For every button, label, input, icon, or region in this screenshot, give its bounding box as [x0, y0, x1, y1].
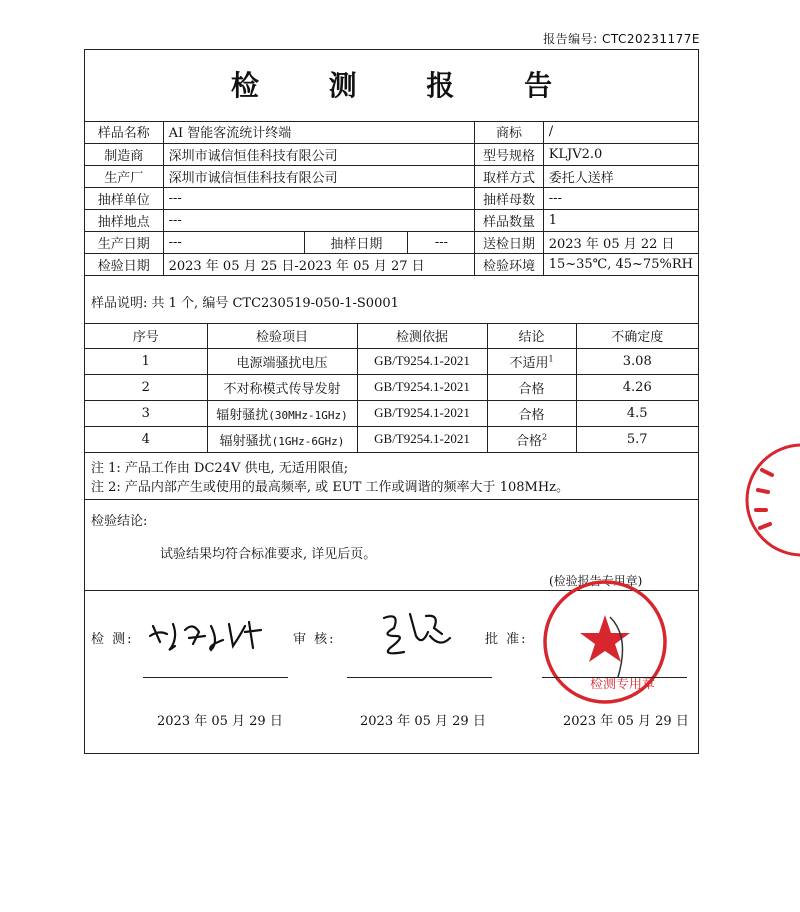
conclusion-label: 检验结论:: [91, 514, 148, 529]
test-item-range: (1GHz-6GHz): [271, 434, 345, 448]
info-label: 送检日期: [475, 231, 543, 253]
info-label: 生产日期: [85, 231, 163, 253]
info-value: ---: [163, 187, 475, 209]
test-item: [207, 400, 357, 426]
reviewer-date: 2023 年 05 月 29 日: [360, 714, 486, 729]
column-header: 结论: [487, 324, 576, 348]
row-number: 4: [85, 426, 207, 452]
result-text: 合格: [515, 433, 542, 449]
result-footnote-mark: 2: [541, 432, 548, 442]
test-item-name: 辐射骚扰: [219, 433, 272, 449]
info-value: 2023 年 05 月 22 日: [543, 231, 698, 253]
approver-underline: [542, 677, 687, 678]
table-header-row: [85, 324, 698, 348]
note-line: 注 2: 产品内部产生或使用的最高频率, 或 EUT 工作或调谐的频率大于 108MHz。: [91, 480, 570, 495]
tester-signature: [145, 612, 275, 657]
row-number: 1: [85, 348, 207, 374]
info-value: 15~35℃, 45~75%RH: [543, 253, 698, 275]
row-number: 3: [85, 400, 207, 426]
tester-label: 检 测:: [91, 632, 134, 647]
test-result: [487, 348, 576, 374]
table-row: [85, 348, 698, 374]
test-result: [487, 374, 576, 400]
column-header: 检测依据: [357, 324, 487, 348]
table-row: [85, 426, 698, 452]
info-value: ---: [408, 231, 475, 253]
table-row: [85, 400, 698, 426]
info-value: 深圳市诚信恒佳科技有限公司: [163, 143, 475, 165]
test-item: [207, 426, 357, 452]
info-label: 型号规格: [475, 143, 543, 165]
info-label: 样品名称: [85, 121, 163, 143]
info-value: 深圳市诚信恒佳科技有限公司: [163, 165, 475, 187]
info-label: 检验环境: [475, 253, 543, 275]
info-label: 样品数量: [475, 209, 543, 231]
info-label: 抽样母数: [475, 187, 543, 209]
uncertainty: 3.08: [576, 348, 698, 374]
info-label: 取样方式: [475, 165, 543, 187]
info-row: [85, 165, 698, 187]
result-text: 合格: [518, 381, 545, 397]
info-value: 2023 年 05 月 25 日-2023 年 05 月 27 日: [163, 253, 475, 275]
info-value: KLJV2.0: [543, 143, 698, 165]
info-label: 检验日期: [85, 253, 163, 275]
approver-date: 2023 年 05 月 29 日: [563, 714, 689, 729]
info-row: [85, 253, 698, 275]
info-row: [85, 187, 698, 209]
test-item-range: (30MHz-1GHz): [268, 408, 348, 422]
info-label: 抽样日期: [305, 231, 408, 253]
report-number: 报告编号: CTC20231177E: [543, 32, 700, 46]
info-value: 1: [543, 209, 698, 231]
edge-seal: [732, 440, 800, 560]
info-value: ---: [163, 231, 305, 253]
test-result: [487, 426, 576, 452]
approver-label: 批 准:: [485, 632, 528, 647]
info-row: [85, 121, 698, 143]
info-label: 抽样单位: [85, 187, 163, 209]
note-line: 注 1: 产品工作由 DC24V 供电, 无适用限值;: [91, 461, 349, 476]
test-item-name: 辐射骚扰: [216, 407, 269, 423]
test-basis: GB/T9254.1-2021: [357, 400, 487, 426]
result-text: 不适用: [509, 355, 549, 371]
info-label: 抽样地点: [85, 209, 163, 231]
test-basis: GB/T9254.1-2021: [357, 374, 487, 400]
info-table: [85, 121, 698, 276]
result-footnote-mark: 1: [548, 354, 554, 364]
sample-description: 样品说明: 共 1 个, 编号 CTC230519-050-1-S0001: [85, 284, 698, 324]
info-value: AI 智能客流统计终端: [163, 121, 475, 143]
test-result: [487, 400, 576, 426]
reviewer-signature: [370, 606, 460, 661]
uncertainty: 4.5: [576, 400, 698, 426]
column-header: 序号: [85, 324, 207, 348]
test-item: 不对称模式传导发射: [207, 374, 357, 400]
info-row: [85, 231, 698, 253]
test-basis: GB/T9254.1-2021: [357, 348, 487, 374]
seal-caption: (检验报告专用章): [549, 574, 643, 588]
info-row: [85, 143, 698, 165]
info-label: 生产厂: [85, 165, 163, 187]
conclusion-text: 试验结果均符合标准要求, 详见后页。: [160, 547, 377, 562]
info-value: 委托人送样: [543, 165, 698, 187]
info-value: ---: [163, 209, 475, 231]
uncertainty: 5.7: [576, 426, 698, 452]
column-header: 不确定度: [576, 324, 698, 348]
test-item: 电源端骚扰电压: [207, 348, 357, 374]
reviewer-label: 审 核:: [293, 632, 336, 647]
table-row: [85, 374, 698, 400]
column-header: 检验项目: [207, 324, 357, 348]
test-basis: GB/T9254.1-2021: [357, 426, 487, 452]
tester-underline: [143, 677, 288, 678]
report-frame: [84, 49, 699, 754]
uncertainty: 4.26: [576, 374, 698, 400]
tester-date: 2023 年 05 月 29 日: [157, 714, 283, 729]
info-label: 制造商: [85, 143, 163, 165]
result-text: 合格: [518, 407, 545, 423]
seal-bottom-text: 检测专用章: [590, 677, 656, 692]
info-value: ---: [543, 187, 698, 209]
test-items-table: [85, 324, 698, 453]
info-row: [85, 209, 698, 231]
report-title: 检 测 报 告: [85, 50, 698, 122]
row-number: 2: [85, 374, 207, 400]
info-label: 商标: [475, 121, 543, 143]
notes-block: [85, 456, 698, 500]
reviewer-underline: [347, 677, 492, 678]
info-value: /: [543, 121, 698, 143]
